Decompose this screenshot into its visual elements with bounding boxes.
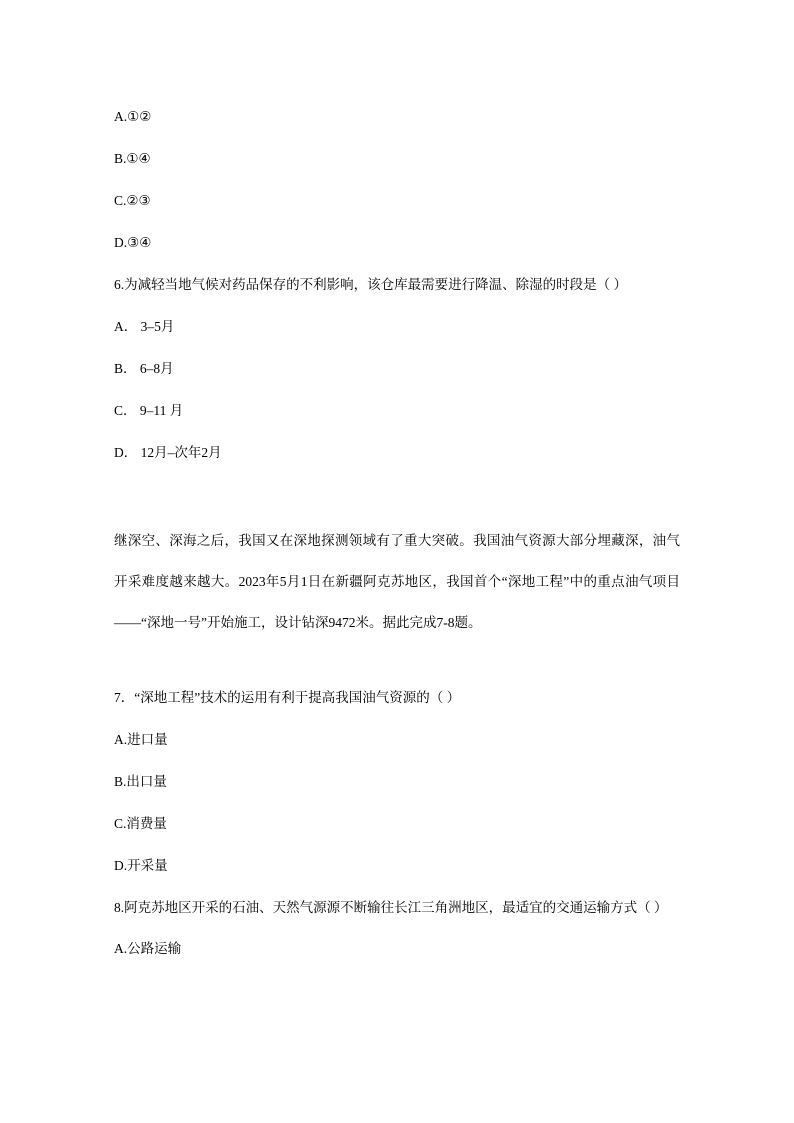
option-item: B.出口量 [114, 774, 167, 789]
option-item: B.①④ [114, 151, 151, 166]
passage-paragraph: 继深空、深海之后，我国又在深地探测领域有了重大突破。我国油气资源大部分埋藏深，油气开采难度越来越大。2023年5月1日在新疆阿克苏地区，我国首个“深地工程”中的重点油气项目——“深地一号”开始施工，设计钻深9472米。据此完成7-8题。 [114, 533, 680, 630]
question-6: 6.为减轻当地气候对药品保存的不利影响，该仓库最需要进行降温、除湿的时段是（ ） [114, 277, 627, 292]
option-item: B． 6–8月 [114, 361, 174, 376]
question-7: 7．“深地工程”技术的运用有利于提高我国油气资源的（ ） [114, 690, 461, 705]
option-item: A.进口量 [114, 732, 168, 747]
option-item: D． 12月–次年2月 [114, 445, 222, 460]
option-item: C.②③ [114, 193, 151, 208]
option-item: D.③④ [114, 235, 152, 250]
section-spacer [114, 474, 680, 520]
option-item: C.消费量 [114, 816, 167, 831]
section-spacer [114, 643, 680, 677]
option-item: C． 9–11 月 [114, 403, 184, 418]
document-body [114, 96, 680, 970]
option-item: A． 3–5月 [114, 319, 175, 334]
option-item: A.公路运输 [114, 941, 182, 956]
option-item: D.开采量 [114, 858, 168, 873]
option-item: A.①② [114, 109, 152, 124]
question-8: 8.阿克苏地区开采的石油、天然气源源不断输往长江三角洲地区，最适宜的交通运输方式（ ） [114, 900, 668, 915]
